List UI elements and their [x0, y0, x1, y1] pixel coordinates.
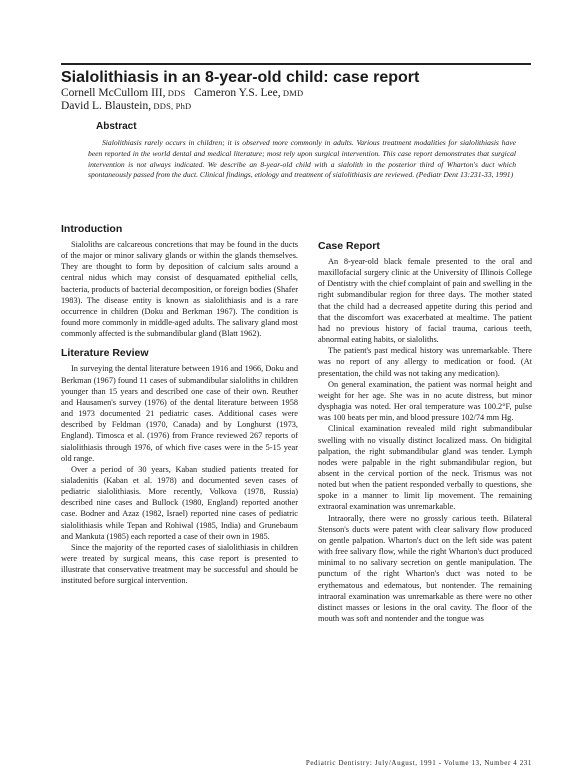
author-degree: DDS, PhD [151, 101, 192, 111]
section-heading-literature-review: Literature Review [61, 347, 149, 360]
left-column [61, 223, 298, 587]
body-paragraph: Since the majority of the reported cases of sialolithiasis in children were treated by surgical means, this case report is presented to illustrate that conservative treatment may be successful and should be instituted before surgical intervention. [61, 542, 298, 586]
article-title: Sialolithiasis in an 8-year-old child: case report [61, 69, 420, 86]
author-name: Cameron Y.S. Lee, [185, 87, 281, 99]
body-paragraph: Intraorally, there were no grossly carious teeth. Bilateral Stenson's ducts were patent with clear salivary flow produced on gentle palpation. Wharton's duct on the left side was patent with free salivary flow, while the right Wharton's duct produced minimal to no salivary secretion on gentle manipulation. The punctum of the right Wharton's duct was noted to be erythematous and edematous, but nontender. The remaining intraoral examination was unremarkable as there were no other distinct masses or lesions in the oral cavity. The floor of the mouth was soft and nontender and the tongue was [318, 513, 532, 623]
abstract-text: Sialolithiasis rarely occurs in children; it is observed more commonly in adults. Various treatment modalities for sialolithiasis have been reported in the world dental and medical literature; most rely upon surgical intervention. This case report demonstrates that surgical intervention is not always indicated. We describe an 8-year-old child with a sialolith in the posterior third of Wharton's duct which spontaneously passed from the duct. Clinical findings, etiology and treatment of sialolithiasis are reviewed. (Pediatr Dent 13:231-33, 1991) [88, 138, 516, 180]
author-degree: DMD [280, 88, 304, 98]
page-footer: Pediatric Dentistry: July/August, 1991 - Volume 13, Number 4 231 [305, 759, 532, 767]
body-paragraph: On general examination, the patient was normal height and weight for her age. She was in no acute distress, but minor dysphagia was noted. Her oral temperature was 100.2°F, pulse was 100 beats per min, and blood pressure 102/74 mm Hg. [318, 379, 532, 423]
section-heading-introduction: Introduction [61, 223, 123, 235]
body-paragraph: Sialoliths are calcareous concretions that may be found in the ducts of the major or minor salivary glands or within the glands themselves. They are thought to form by deposition of calcium salts around a central nidus which may consist of desquamated epithelial cells, bacteria, products of bacterial decomposition, or foreign bodies (Shafer 1983). The disease entity is known as sialolithiasis and is a rare occurrence in children (Doku and Berkman 1967). The condition is found more commonly in middle-aged adults. The salivary gland most commonly affected is the submandibular gland (Blatt 1962). [61, 240, 298, 339]
article-header [61, 63, 531, 113]
abstract-heading: Abstract [96, 121, 137, 132]
body-paragraph: Over a period of 30 years, Kaban studied patients treated for sialadenitis (Kaban et al. 1978) and documented seven cases of pediatric sialolithiasis. More recently, Volkova (1978, Russia) described nine cases and Bullock (1980, England) reported another case. Bodner and Azaz (1982, Israel) reported nine cases of pediatric sialolithiasis while Tepan and Rohiwal (1985, India) and Grunebaum and Mankuta (1985) each reported a case of their own in 1985. [61, 464, 298, 541]
body-paragraph: An 8-year-old black female presented to the oral and maxillofacial surgery clinic at the University of Illinois College of Dentistry with the chief complaint of pain and swelling in the right submandibular region for three days. The mother stated that the child had a decreased appetite during this period and that the discomfort was exacerbated at mealtime. The patient had no previous history of facial trauma, carious teeth, abnormal eating habits, or sialoliths. [318, 257, 532, 345]
abstract [88, 121, 516, 181]
author-line-1 [61, 87, 531, 100]
author-line-2 [61, 100, 531, 113]
body-paragraph: The patient's past medical history was unremarkable. There was no report of any allergy to medication or food. (At presentation, the child was not taking any medication). [318, 346, 532, 378]
section-heading-case-report: Case Report [318, 240, 380, 252]
right-column [318, 240, 532, 624]
author-name: Cornell McCullom III, [61, 87, 166, 99]
body-paragraph: In surveying the dental literature between 1916 and 1966, Doku and Berkman (1967) found 11 cases of submandibular sialoliths in children younger than 15 years and described one case of their own. Reuther and Hausamen's survey (1976) of the dental literature between 1958 and 1973 documented 21 pediatric cases. Additional cases were described by Feldman (1970, Canada) and by Longhurst (1973, England). Timosca et al. (1976) from France reviewed 267 reports of sialolithiasis through 1976, of which five cases were in the 5-15 year old range. [61, 364, 298, 463]
body-paragraph: Clinical examination revealed mild right submandibular swelling with no visually distinct localized mass. On bidigital palpation, the right submandibular gland was tender. Lymph nodes were palpable in the right submandibular region, but absent in the cervical portion of the neck. Trismus was not noted but when the patient responded verbally to questions, she spoke in a manner to limit lip movement. The remaining extraoral examination was unremarkable. [318, 424, 532, 512]
author-degree: DDS [165, 88, 186, 98]
author-name: David L. Blaustein, [61, 100, 152, 112]
title-rule [61, 63, 531, 65]
